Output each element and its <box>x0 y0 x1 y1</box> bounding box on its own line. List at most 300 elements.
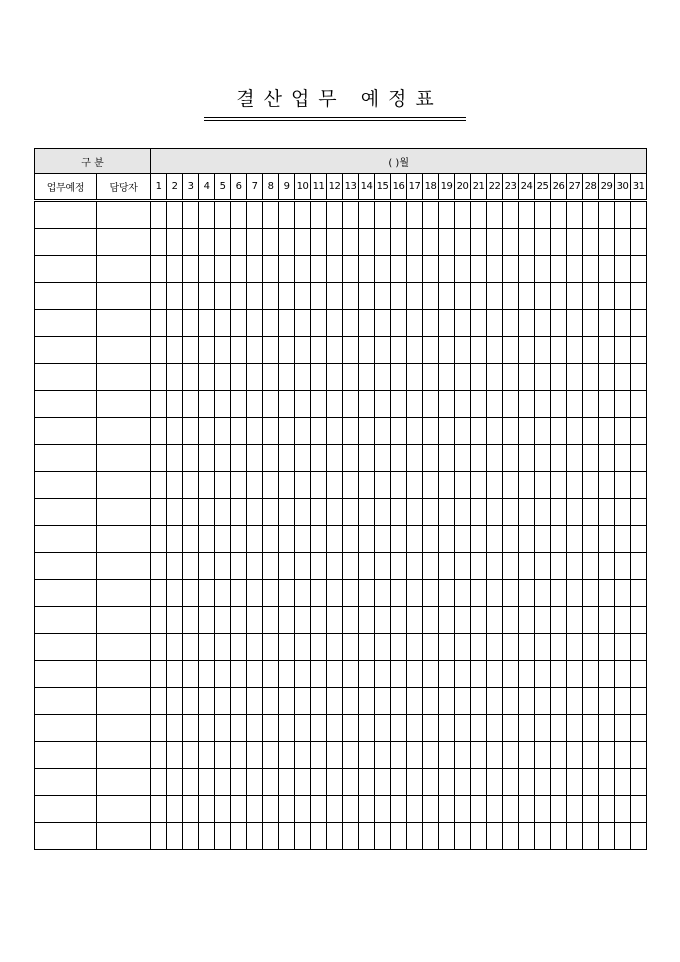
day-cell[interactable] <box>519 229 535 256</box>
day-cell[interactable] <box>519 823 535 850</box>
day-cell[interactable] <box>343 310 359 337</box>
day-cell[interactable] <box>423 553 439 580</box>
day-cell[interactable] <box>199 364 215 391</box>
owner-cell[interactable] <box>97 337 151 364</box>
day-cell[interactable] <box>327 607 343 634</box>
day-cell[interactable] <box>375 201 391 229</box>
day-cell[interactable] <box>295 742 311 769</box>
day-cell[interactable] <box>231 229 247 256</box>
task-cell[interactable] <box>35 634 97 661</box>
day-cell[interactable] <box>151 715 167 742</box>
day-cell[interactable] <box>391 769 407 796</box>
owner-cell[interactable] <box>97 391 151 418</box>
day-cell[interactable] <box>487 445 503 472</box>
day-cell[interactable] <box>263 526 279 553</box>
day-cell[interactable] <box>567 634 583 661</box>
day-cell[interactable] <box>503 553 519 580</box>
day-cell[interactable] <box>631 580 647 607</box>
day-cell[interactable] <box>519 364 535 391</box>
day-cell[interactable] <box>375 283 391 310</box>
day-cell[interactable] <box>359 661 375 688</box>
day-cell[interactable] <box>487 553 503 580</box>
day-cell[interactable] <box>375 472 391 499</box>
day-cell[interactable] <box>471 418 487 445</box>
day-cell[interactable] <box>343 607 359 634</box>
day-cell[interactable] <box>327 769 343 796</box>
day-cell[interactable] <box>535 634 551 661</box>
day-cell[interactable] <box>471 607 487 634</box>
day-cell[interactable] <box>519 796 535 823</box>
day-cell[interactable] <box>599 391 615 418</box>
day-cell[interactable] <box>455 283 471 310</box>
day-cell[interactable] <box>567 337 583 364</box>
day-cell[interactable] <box>583 201 599 229</box>
day-cell[interactable] <box>503 364 519 391</box>
day-cell[interactable] <box>375 607 391 634</box>
day-cell[interactable] <box>471 526 487 553</box>
day-cell[interactable] <box>167 715 183 742</box>
day-cell[interactable] <box>311 742 327 769</box>
day-cell[interactable] <box>503 715 519 742</box>
day-cell[interactable] <box>407 742 423 769</box>
day-cell[interactable] <box>343 499 359 526</box>
day-cell[interactable] <box>167 607 183 634</box>
day-cell[interactable] <box>487 499 503 526</box>
day-cell[interactable] <box>183 769 199 796</box>
day-cell[interactable] <box>279 769 295 796</box>
day-cell[interactable] <box>327 661 343 688</box>
day-cell[interactable] <box>567 553 583 580</box>
day-cell[interactable] <box>215 283 231 310</box>
day-cell[interactable] <box>423 715 439 742</box>
day-cell[interactable] <box>487 796 503 823</box>
day-cell[interactable] <box>375 526 391 553</box>
day-cell[interactable] <box>631 364 647 391</box>
day-cell[interactable] <box>359 418 375 445</box>
day-cell[interactable] <box>295 391 311 418</box>
day-cell[interactable] <box>407 526 423 553</box>
day-cell[interactable] <box>183 526 199 553</box>
day-cell[interactable] <box>535 472 551 499</box>
day-cell[interactable] <box>407 418 423 445</box>
day-cell[interactable] <box>423 742 439 769</box>
owner-cell[interactable] <box>97 526 151 553</box>
day-cell[interactable] <box>311 310 327 337</box>
day-cell[interactable] <box>215 418 231 445</box>
day-cell[interactable] <box>279 201 295 229</box>
day-cell[interactable] <box>359 283 375 310</box>
task-cell[interactable] <box>35 580 97 607</box>
day-cell[interactable] <box>359 823 375 850</box>
day-cell[interactable] <box>519 337 535 364</box>
day-cell[interactable] <box>247 553 263 580</box>
day-cell[interactable] <box>199 607 215 634</box>
day-cell[interactable] <box>439 472 455 499</box>
day-cell[interactable] <box>327 526 343 553</box>
day-cell[interactable] <box>151 607 167 634</box>
day-cell[interactable] <box>631 337 647 364</box>
day-cell[interactable] <box>423 364 439 391</box>
day-cell[interactable] <box>295 310 311 337</box>
day-cell[interactable] <box>151 796 167 823</box>
day-cell[interactable] <box>375 499 391 526</box>
day-cell[interactable] <box>551 283 567 310</box>
day-cell[interactable] <box>471 553 487 580</box>
day-cell[interactable] <box>311 796 327 823</box>
day-cell[interactable] <box>519 553 535 580</box>
day-cell[interactable] <box>455 310 471 337</box>
day-cell[interactable] <box>567 499 583 526</box>
day-cell[interactable] <box>631 310 647 337</box>
day-cell[interactable] <box>535 526 551 553</box>
day-cell[interactable] <box>423 796 439 823</box>
day-cell[interactable] <box>631 715 647 742</box>
day-cell[interactable] <box>359 607 375 634</box>
day-cell[interactable] <box>311 688 327 715</box>
day-cell[interactable] <box>551 418 567 445</box>
day-cell[interactable] <box>471 364 487 391</box>
day-cell[interactable] <box>263 634 279 661</box>
day-cell[interactable] <box>263 823 279 850</box>
day-cell[interactable] <box>327 688 343 715</box>
task-cell[interactable] <box>35 337 97 364</box>
day-cell[interactable] <box>183 634 199 661</box>
owner-cell[interactable] <box>97 283 151 310</box>
day-cell[interactable] <box>183 229 199 256</box>
day-cell[interactable] <box>583 742 599 769</box>
day-cell[interactable] <box>615 256 631 283</box>
day-cell[interactable] <box>487 256 503 283</box>
day-cell[interactable] <box>551 310 567 337</box>
day-cell[interactable] <box>471 229 487 256</box>
day-cell[interactable] <box>199 256 215 283</box>
day-cell[interactable] <box>215 715 231 742</box>
day-cell[interactable] <box>551 823 567 850</box>
day-cell[interactable] <box>327 796 343 823</box>
day-cell[interactable] <box>167 310 183 337</box>
day-cell[interactable] <box>391 607 407 634</box>
owner-cell[interactable] <box>97 229 151 256</box>
day-cell[interactable] <box>631 472 647 499</box>
day-cell[interactable] <box>215 526 231 553</box>
day-cell[interactable] <box>375 796 391 823</box>
day-cell[interactable] <box>215 796 231 823</box>
day-cell[interactable] <box>375 337 391 364</box>
day-cell[interactable] <box>263 688 279 715</box>
day-cell[interactable] <box>183 607 199 634</box>
day-cell[interactable] <box>247 201 263 229</box>
day-cell[interactable] <box>295 634 311 661</box>
day-cell[interactable] <box>519 742 535 769</box>
day-cell[interactable] <box>471 391 487 418</box>
day-cell[interactable] <box>551 607 567 634</box>
owner-cell[interactable] <box>97 472 151 499</box>
day-cell[interactable] <box>551 688 567 715</box>
day-cell[interactable] <box>215 201 231 229</box>
day-cell[interactable] <box>551 742 567 769</box>
day-cell[interactable] <box>455 499 471 526</box>
task-cell[interactable] <box>35 256 97 283</box>
day-cell[interactable] <box>503 256 519 283</box>
day-cell[interactable] <box>199 715 215 742</box>
day-cell[interactable] <box>631 661 647 688</box>
day-cell[interactable] <box>247 607 263 634</box>
day-cell[interactable] <box>199 418 215 445</box>
day-cell[interactable] <box>183 823 199 850</box>
day-cell[interactable] <box>151 256 167 283</box>
day-cell[interactable] <box>359 201 375 229</box>
day-cell[interactable] <box>471 715 487 742</box>
day-cell[interactable] <box>567 229 583 256</box>
day-cell[interactable] <box>391 796 407 823</box>
day-cell[interactable] <box>279 796 295 823</box>
day-cell[interactable] <box>295 472 311 499</box>
day-cell[interactable] <box>615 445 631 472</box>
day-cell[interactable] <box>503 418 519 445</box>
day-cell[interactable] <box>615 364 631 391</box>
day-cell[interactable] <box>343 526 359 553</box>
day-cell[interactable] <box>439 661 455 688</box>
day-cell[interactable] <box>615 796 631 823</box>
day-cell[interactable] <box>519 201 535 229</box>
day-cell[interactable] <box>231 580 247 607</box>
owner-cell[interactable] <box>97 688 151 715</box>
day-cell[interactable] <box>599 201 615 229</box>
day-cell[interactable] <box>567 310 583 337</box>
day-cell[interactable] <box>167 445 183 472</box>
day-cell[interactable] <box>295 607 311 634</box>
day-cell[interactable] <box>455 526 471 553</box>
day-cell[interactable] <box>375 688 391 715</box>
day-cell[interactable] <box>535 391 551 418</box>
day-cell[interactable] <box>583 526 599 553</box>
day-cell[interactable] <box>583 715 599 742</box>
day-cell[interactable] <box>327 634 343 661</box>
day-cell[interactable] <box>375 580 391 607</box>
day-cell[interactable] <box>375 769 391 796</box>
day-cell[interactable] <box>263 364 279 391</box>
day-cell[interactable] <box>631 283 647 310</box>
day-cell[interactable] <box>199 634 215 661</box>
day-cell[interactable] <box>151 283 167 310</box>
day-cell[interactable] <box>487 418 503 445</box>
day-cell[interactable] <box>279 661 295 688</box>
day-cell[interactable] <box>151 472 167 499</box>
day-cell[interactable] <box>375 256 391 283</box>
day-cell[interactable] <box>167 201 183 229</box>
day-cell[interactable] <box>359 580 375 607</box>
day-cell[interactable] <box>567 364 583 391</box>
day-cell[interactable] <box>535 688 551 715</box>
day-cell[interactable] <box>183 688 199 715</box>
day-cell[interactable] <box>151 445 167 472</box>
day-cell[interactable] <box>263 472 279 499</box>
day-cell[interactable] <box>503 201 519 229</box>
day-cell[interactable] <box>343 201 359 229</box>
task-cell[interactable] <box>35 472 97 499</box>
day-cell[interactable] <box>359 553 375 580</box>
day-cell[interactable] <box>439 391 455 418</box>
day-cell[interactable] <box>615 472 631 499</box>
day-cell[interactable] <box>327 283 343 310</box>
day-cell[interactable] <box>167 796 183 823</box>
day-cell[interactable] <box>247 310 263 337</box>
task-cell[interactable] <box>35 201 97 229</box>
day-cell[interactable] <box>199 688 215 715</box>
day-cell[interactable] <box>231 769 247 796</box>
day-cell[interactable] <box>311 201 327 229</box>
day-cell[interactable] <box>487 201 503 229</box>
day-cell[interactable] <box>279 229 295 256</box>
day-cell[interactable] <box>407 256 423 283</box>
task-cell[interactable] <box>35 445 97 472</box>
day-cell[interactable] <box>567 769 583 796</box>
day-cell[interactable] <box>599 418 615 445</box>
day-cell[interactable] <box>503 580 519 607</box>
day-cell[interactable] <box>359 526 375 553</box>
day-cell[interactable] <box>247 391 263 418</box>
day-cell[interactable] <box>519 256 535 283</box>
owner-cell[interactable] <box>97 796 151 823</box>
task-cell[interactable] <box>35 742 97 769</box>
day-cell[interactable] <box>567 742 583 769</box>
day-cell[interactable] <box>231 391 247 418</box>
day-cell[interactable] <box>215 310 231 337</box>
owner-cell[interactable] <box>97 418 151 445</box>
day-cell[interactable] <box>231 661 247 688</box>
day-cell[interactable] <box>503 391 519 418</box>
day-cell[interactable] <box>471 823 487 850</box>
day-cell[interactable] <box>199 823 215 850</box>
owner-cell[interactable] <box>97 634 151 661</box>
day-cell[interactable] <box>615 283 631 310</box>
day-cell[interactable] <box>215 256 231 283</box>
day-cell[interactable] <box>311 499 327 526</box>
day-cell[interactable] <box>311 256 327 283</box>
day-cell[interactable] <box>407 580 423 607</box>
day-cell[interactable] <box>263 283 279 310</box>
day-cell[interactable] <box>439 607 455 634</box>
day-cell[interactable] <box>439 580 455 607</box>
day-cell[interactable] <box>199 553 215 580</box>
day-cell[interactable] <box>295 364 311 391</box>
day-cell[interactable] <box>615 201 631 229</box>
day-cell[interactable] <box>423 445 439 472</box>
day-cell[interactable] <box>167 526 183 553</box>
day-cell[interactable] <box>327 364 343 391</box>
day-cell[interactable] <box>231 688 247 715</box>
day-cell[interactable] <box>231 418 247 445</box>
task-cell[interactable] <box>35 715 97 742</box>
day-cell[interactable] <box>199 769 215 796</box>
day-cell[interactable] <box>375 364 391 391</box>
day-cell[interactable] <box>263 769 279 796</box>
day-cell[interactable] <box>423 472 439 499</box>
day-cell[interactable] <box>535 769 551 796</box>
task-cell[interactable] <box>35 823 97 850</box>
day-cell[interactable] <box>263 715 279 742</box>
day-cell[interactable] <box>599 661 615 688</box>
owner-cell[interactable] <box>97 607 151 634</box>
day-cell[interactable] <box>391 364 407 391</box>
day-cell[interactable] <box>247 445 263 472</box>
day-cell[interactable] <box>471 769 487 796</box>
day-cell[interactable] <box>631 553 647 580</box>
day-cell[interactable] <box>151 364 167 391</box>
day-cell[interactable] <box>167 769 183 796</box>
day-cell[interactable] <box>551 526 567 553</box>
day-cell[interactable] <box>279 256 295 283</box>
day-cell[interactable] <box>551 715 567 742</box>
day-cell[interactable] <box>375 418 391 445</box>
day-cell[interactable] <box>375 661 391 688</box>
day-cell[interactable] <box>631 796 647 823</box>
day-cell[interactable] <box>247 634 263 661</box>
day-cell[interactable] <box>487 769 503 796</box>
day-cell[interactable] <box>551 553 567 580</box>
day-cell[interactable] <box>535 553 551 580</box>
day-cell[interactable] <box>247 499 263 526</box>
day-cell[interactable] <box>343 769 359 796</box>
day-cell[interactable] <box>215 553 231 580</box>
day-cell[interactable] <box>599 337 615 364</box>
day-cell[interactable] <box>439 634 455 661</box>
day-cell[interactable] <box>503 661 519 688</box>
day-cell[interactable] <box>343 688 359 715</box>
day-cell[interactable] <box>279 553 295 580</box>
day-cell[interactable] <box>311 823 327 850</box>
day-cell[interactable] <box>215 580 231 607</box>
day-cell[interactable] <box>327 445 343 472</box>
day-cell[interactable] <box>391 418 407 445</box>
day-cell[interactable] <box>231 823 247 850</box>
day-cell[interactable] <box>631 256 647 283</box>
day-cell[interactable] <box>311 580 327 607</box>
day-cell[interactable] <box>439 553 455 580</box>
day-cell[interactable] <box>151 310 167 337</box>
day-cell[interactable] <box>407 715 423 742</box>
day-cell[interactable] <box>295 823 311 850</box>
day-cell[interactable] <box>535 715 551 742</box>
day-cell[interactable] <box>167 391 183 418</box>
day-cell[interactable] <box>231 715 247 742</box>
day-cell[interactable] <box>567 445 583 472</box>
day-cell[interactable] <box>455 688 471 715</box>
day-cell[interactable] <box>183 445 199 472</box>
day-cell[interactable] <box>279 310 295 337</box>
day-cell[interactable] <box>503 337 519 364</box>
day-cell[interactable] <box>423 229 439 256</box>
day-cell[interactable] <box>583 688 599 715</box>
day-cell[interactable] <box>327 823 343 850</box>
day-cell[interactable] <box>423 310 439 337</box>
day-cell[interactable] <box>407 553 423 580</box>
day-cell[interactable] <box>247 418 263 445</box>
day-cell[interactable] <box>391 634 407 661</box>
day-cell[interactable] <box>359 688 375 715</box>
day-cell[interactable] <box>343 823 359 850</box>
day-cell[interactable] <box>471 256 487 283</box>
day-cell[interactable] <box>199 310 215 337</box>
day-cell[interactable] <box>423 256 439 283</box>
day-cell[interactable] <box>567 796 583 823</box>
day-cell[interactable] <box>247 688 263 715</box>
day-cell[interactable] <box>487 634 503 661</box>
day-cell[interactable] <box>423 580 439 607</box>
day-cell[interactable] <box>487 661 503 688</box>
day-cell[interactable] <box>279 283 295 310</box>
day-cell[interactable] <box>215 364 231 391</box>
